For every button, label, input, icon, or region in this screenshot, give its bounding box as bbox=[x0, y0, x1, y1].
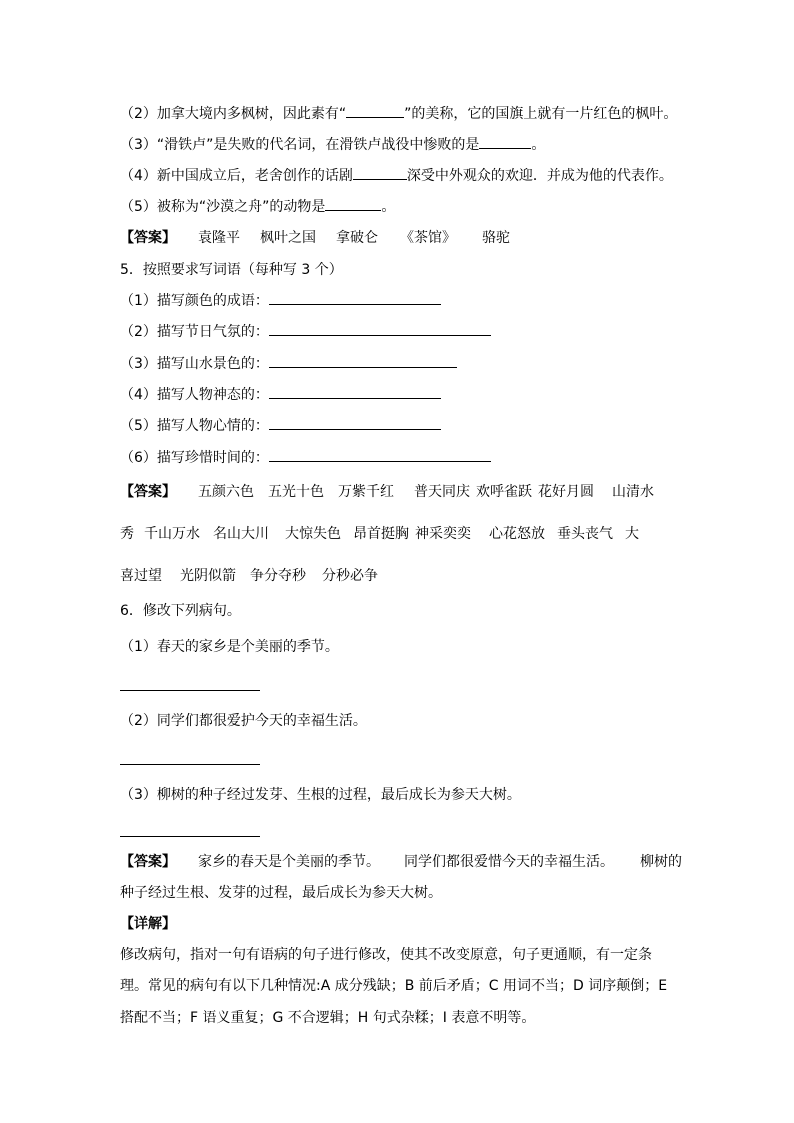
answer-line-5b bbox=[120, 524, 639, 544]
answer-blank bbox=[269, 353, 457, 368]
detail-line-2: 理。常见的病句有以下几种情况:A 成分残缺；B 前后矛盾；C 用词不当；D 词序颠倒；E bbox=[120, 978, 668, 994]
answer-underline bbox=[120, 690, 260, 691]
q4-4-text-post: 深受中外观众的欢迎．并成为他的代表作。 bbox=[406, 168, 673, 184]
answer-item: 大 bbox=[625, 526, 639, 542]
answer-item: 千山万水 bbox=[144, 526, 200, 542]
detail-label: 【详解】 bbox=[120, 916, 176, 932]
s6-sentence-1: （1）春天的家乡是个美丽的季节。 bbox=[120, 639, 339, 655]
q4-3-text-pre: （3）“滑铁卢”是失败的代名词，在滑铁卢战役中惨败的是 bbox=[120, 137, 480, 153]
answer-item: 昂首挺胸 bbox=[353, 526, 409, 542]
answer-item: 光阴似箭 bbox=[180, 568, 236, 584]
answer-label: 【答案】 bbox=[120, 854, 176, 870]
q4-5-text-post: 。 bbox=[381, 199, 396, 215]
s6-sentence-3: （3）柳树的种子经过发芽、生根的过程，最后成长为参天大树。 bbox=[120, 787, 521, 803]
answer-item: 五光十色 bbox=[268, 484, 324, 500]
q4-3-text-post: 。 bbox=[531, 137, 546, 153]
s5-item-2 bbox=[120, 321, 491, 342]
answer-item: 垂头丧气 bbox=[557, 526, 613, 542]
s5-item-label: （5）描写人物心情的： bbox=[120, 418, 269, 434]
section6-title: 6．修改下列病句。 bbox=[120, 603, 241, 619]
answer-blank bbox=[269, 321, 491, 336]
s5-item-6 bbox=[120, 447, 491, 468]
s5-item-label: （6）描写珍惜时间的： bbox=[120, 450, 269, 466]
answer-blank bbox=[479, 134, 531, 149]
s5-item-5 bbox=[120, 415, 441, 436]
answer-item: 袁隆平 bbox=[198, 230, 240, 246]
s5-item-4 bbox=[120, 384, 441, 405]
answer-blank bbox=[353, 165, 407, 180]
answer-item: 柳树的 bbox=[640, 854, 682, 870]
answer-item: 争分夺秒 bbox=[250, 568, 306, 584]
answer-blank bbox=[346, 103, 404, 118]
q4-2-text-post: ”的美称，它的国旗上就有一片红色的枫叶。 bbox=[404, 106, 678, 122]
section5-title: 5．按照要求写词语（每种写 3 个） bbox=[120, 262, 343, 278]
q4-2-line bbox=[120, 103, 677, 124]
answer-item: 花好月圆 bbox=[538, 484, 594, 500]
answer-item: 山清水 bbox=[612, 484, 654, 500]
answer-item: 五颜六色 bbox=[198, 484, 254, 500]
answer-blank bbox=[269, 384, 441, 399]
answer-underline bbox=[120, 764, 260, 765]
answer-item: 枫叶之国 bbox=[260, 230, 316, 246]
answer-item: 家乡的春天是个美丽的季节。 bbox=[198, 854, 380, 870]
q4-5-line bbox=[120, 196, 395, 217]
answer-blank bbox=[325, 196, 381, 211]
answer-item: 神采奕奕 bbox=[415, 526, 471, 542]
q4-5-text-pre: （5）被称为“沙漠之舟”的动物是 bbox=[120, 199, 326, 215]
q4-4-line bbox=[120, 165, 673, 186]
s5-item-label: （1）描写颜色的成语： bbox=[120, 293, 269, 309]
answer-blank bbox=[269, 290, 441, 305]
q4-2-text-pre: （2）加拿大境内多枫树，因此素有“ bbox=[120, 106, 347, 122]
answer-item: 普天同庆 bbox=[414, 484, 470, 500]
q4-3-line bbox=[120, 134, 545, 155]
detail-line-1: 修改病句，指对一句有语病的句子进行修改，使其不改变原意，句子更通顺，有一定条 bbox=[120, 947, 652, 963]
answer-item: 名山大川 bbox=[213, 526, 269, 542]
answer-underline bbox=[120, 836, 260, 837]
answer-item: 万紫千红 bbox=[338, 484, 394, 500]
answer-blank bbox=[269, 415, 441, 430]
q4-4-text-pre: （4）新中国成立后，老舍创作的话剧 bbox=[120, 168, 353, 184]
s5-item-label: （2）描写节日气氛的： bbox=[120, 324, 269, 340]
answer-item: 同学们都很爱惜今天的幸福生活。 bbox=[404, 854, 614, 870]
answer-item: 心花怒放 bbox=[489, 526, 545, 542]
answer-line-4 bbox=[120, 228, 510, 248]
answer-line-6a bbox=[120, 852, 682, 872]
answer-blank bbox=[269, 447, 491, 462]
s5-item-label: （4）描写人物神态的： bbox=[120, 387, 269, 403]
answer-item: 欢呼雀跃 bbox=[476, 484, 532, 500]
answer-line-5a bbox=[120, 482, 654, 502]
detail-line-3: 搭配不当；F 语义重复；G 不合逻辑；H 句式杂糅；I 表意不明等。 bbox=[120, 1010, 536, 1026]
answer-item: 秀 bbox=[120, 526, 134, 542]
s5-item-label: （3）描写山水景色的： bbox=[120, 356, 269, 372]
s5-item-3 bbox=[120, 353, 457, 374]
answer-line-5c bbox=[120, 566, 378, 586]
answer-item: 《茶馆》 bbox=[400, 230, 456, 246]
answer-label: 【答案】 bbox=[120, 230, 176, 246]
answer-item: 拿破仑 bbox=[336, 230, 378, 246]
answer-line-6b: 种子经过生根、发芽的过程，最后成长为参天大树。 bbox=[120, 885, 442, 901]
s5-item-1 bbox=[120, 290, 441, 311]
answer-item: 大惊失色 bbox=[285, 526, 341, 542]
answer-item: 分秒必争 bbox=[322, 568, 378, 584]
answer-item: 骆驼 bbox=[482, 230, 510, 246]
answer-label: 【答案】 bbox=[120, 484, 176, 500]
answer-item: 喜过望 bbox=[120, 568, 162, 584]
s6-sentence-2: （2）同学们都很爱护今天的幸福生活。 bbox=[120, 713, 367, 729]
